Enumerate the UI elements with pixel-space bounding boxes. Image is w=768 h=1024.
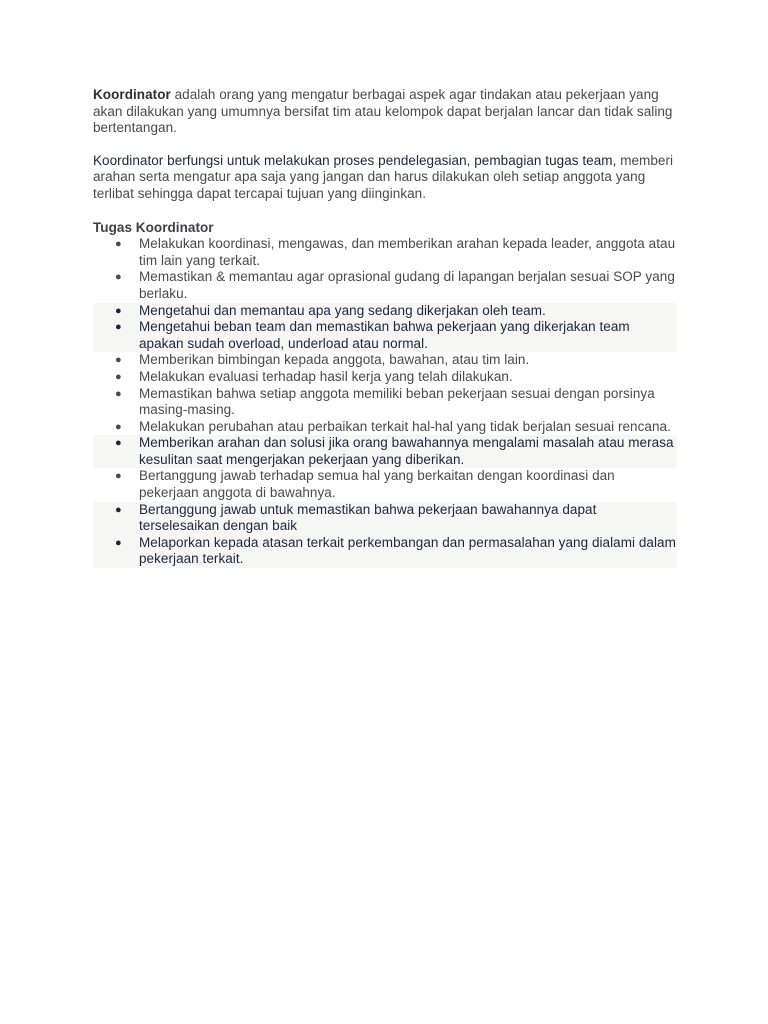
intro-text: adalah orang yang mengatur berbagai aspek agar tindakan atau pekerjaan yang akan dilakukan yang umumnya bersifat tim atau kelompok dapat berjalan lancar dan tidak saling bertentangan. bbox=[93, 87, 673, 136]
bullet-icon: ● bbox=[115, 387, 122, 400]
list-item-text: Memberikan bimbingan kepada anggota, bawahan, atau tim lain. bbox=[139, 352, 530, 368]
bullet-icon: ● bbox=[115, 271, 122, 284]
list-item bbox=[93, 236, 677, 269]
term-koordinator: Koordinator bbox=[93, 87, 171, 102]
list-item-text: Melakukan koordinasi, mengawas, dan memberikan arahan kepada leader, anggota atau tim lain yang terkait. bbox=[139, 236, 676, 268]
bullet-icon: ● bbox=[115, 238, 122, 251]
list-item bbox=[93, 386, 677, 419]
function-text-dark: Koordinator berfungsi untuk melakukan proses pendelegasian, pembagian tugas team, bbox=[93, 152, 617, 168]
list-item-text: Mengetahui dan memantau apa yang sedang dikerjakan oleh team. bbox=[139, 302, 546, 318]
bullet-icon: ● bbox=[115, 420, 122, 433]
list-item-text: Memberikan arahan dan solusi jika orang bawahannya mengalami masalah atau merasa kesulitan saat mengerjakan pekerjaan yang diberikan. bbox=[139, 435, 674, 467]
document-page bbox=[93, 87, 683, 568]
list-item bbox=[93, 319, 677, 352]
list-item-text: Memastikan bahwa setiap anggota memiliki beban pekerjaan sesuai dengan porsinya masing-masing. bbox=[139, 385, 655, 418]
list-item bbox=[93, 419, 677, 436]
bullet-icon: ● bbox=[115, 370, 122, 383]
bullet-icon: ● bbox=[115, 503, 122, 516]
bullet-icon: ● bbox=[115, 437, 122, 450]
list-item bbox=[93, 468, 677, 501]
list-item bbox=[93, 502, 677, 535]
bullet-icon: ● bbox=[115, 354, 122, 367]
list-item bbox=[93, 535, 677, 568]
list-item bbox=[93, 303, 677, 320]
bullet-icon: ● bbox=[115, 536, 122, 549]
section-heading: Tugas Koordinator bbox=[93, 219, 214, 235]
list-item-text: Melakukan evaluasi terhadap hasil kerja yang telah dilakukan. bbox=[139, 368, 513, 384]
bullet-icon: ● bbox=[115, 304, 122, 317]
list-item-text: Bertanggung jawab terhadap semua hal yang berkaitan dengan koordinasi dan pekerjaan anggota di bawahnya. bbox=[139, 468, 615, 501]
bullet-icon: ● bbox=[115, 321, 122, 334]
list-item bbox=[93, 352, 677, 369]
bullet-icon: ● bbox=[115, 470, 122, 483]
list-item-text: Mengetahui beban team dan memastikan bahwa pekerjaan yang dikerjakan team apakan sudah overload, underload atau normal. bbox=[139, 319, 630, 351]
function-paragraph bbox=[93, 153, 683, 203]
list-item-text: Melaporkan kepada atasan terkait perkembangan dan permasalahan yang dialami dalam pekerjaan terkait. bbox=[139, 534, 676, 567]
list-item bbox=[93, 269, 677, 302]
list-item-text: Bertanggung jawab untuk memastikan bahwa pekerjaan bawahannya dapat terselesaikan dengan baik bbox=[139, 501, 597, 534]
intro-paragraph bbox=[93, 87, 683, 137]
list-item-text: Memastikan & memantau agar oprasional gudang di lapangan berjalan sesuai SOP yang berlaku. bbox=[139, 269, 675, 301]
task-list bbox=[93, 236, 683, 568]
list-item bbox=[93, 369, 677, 386]
list-item bbox=[93, 435, 677, 468]
function-text: memberi arahan serta mengatur apa saja yang jangan dan harus dilakukan oleh setiap anggota yang terlibat sehingga dapat tercapai tujuan yang diinginkan. bbox=[93, 152, 674, 201]
list-item-text: Melakukan perubahan atau perbaikan terkait hal-hal yang tidak berjalan sesuai rencana. bbox=[139, 418, 671, 434]
